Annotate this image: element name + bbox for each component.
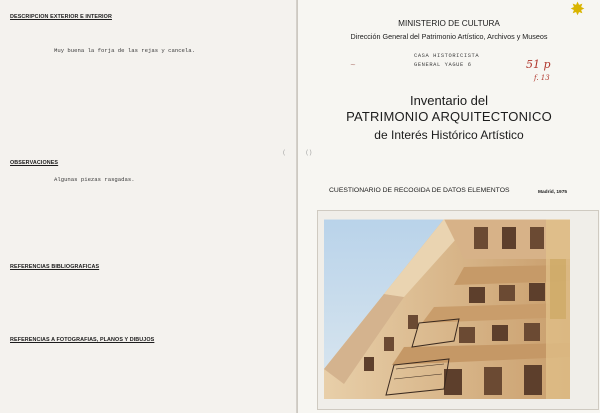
handwritten-note: f. 13	[534, 74, 550, 82]
title-line-1: Inventario del	[409, 93, 489, 108]
title-line-2: PATRIMONIO ARQUITECTONICO	[346, 109, 552, 124]
section-heading-observations: OBSERVACIONES	[10, 160, 59, 166]
handwritten-number: 51 p	[526, 58, 551, 71]
section-heading-bibliography: REFERENCIAS BIBLIOGRAFICAS	[10, 264, 100, 270]
edge-mark-right: ( )	[306, 150, 312, 156]
stamp-line-1: CASA HISTORICISTA	[414, 53, 480, 59]
star-sticker-icon: ✸	[570, 0, 586, 19]
ministry-name: MINISTERIO DE CULTURA	[398, 19, 500, 28]
section-heading-photo-references: REFERENCIAS A FOTOGRAFIAS, PLANOS Y DIBUJOS	[10, 337, 155, 343]
section-heading-description: DESCRIPCION EXTERIOR E INTERIOR	[10, 14, 112, 20]
building-photo	[324, 219, 570, 399]
right-page	[298, 0, 600, 413]
stamp-line-2: GENERAL YAGUE 6	[414, 62, 472, 68]
pencil-mark-icon: ~	[350, 61, 356, 69]
observations-text: Algunas piezas rasgadas.	[54, 176, 135, 183]
photo-frame	[317, 210, 599, 410]
left-page	[0, 0, 297, 413]
ministry-directorate: Dirección General del Patrimonio Artístico, Archivos y Museos	[350, 32, 548, 41]
title-line-3: de Interés Histórico Artístico	[374, 128, 524, 142]
publication-date: Madrid, 1975	[538, 190, 568, 195]
edge-mark: (	[283, 150, 285, 156]
description-text: Muy buena la forja de las rejas y cancela.	[54, 47, 195, 54]
questionnaire-title: CUESTIONARIO DE RECOGIDA DE DATOS ELEMENTOS	[329, 187, 510, 194]
